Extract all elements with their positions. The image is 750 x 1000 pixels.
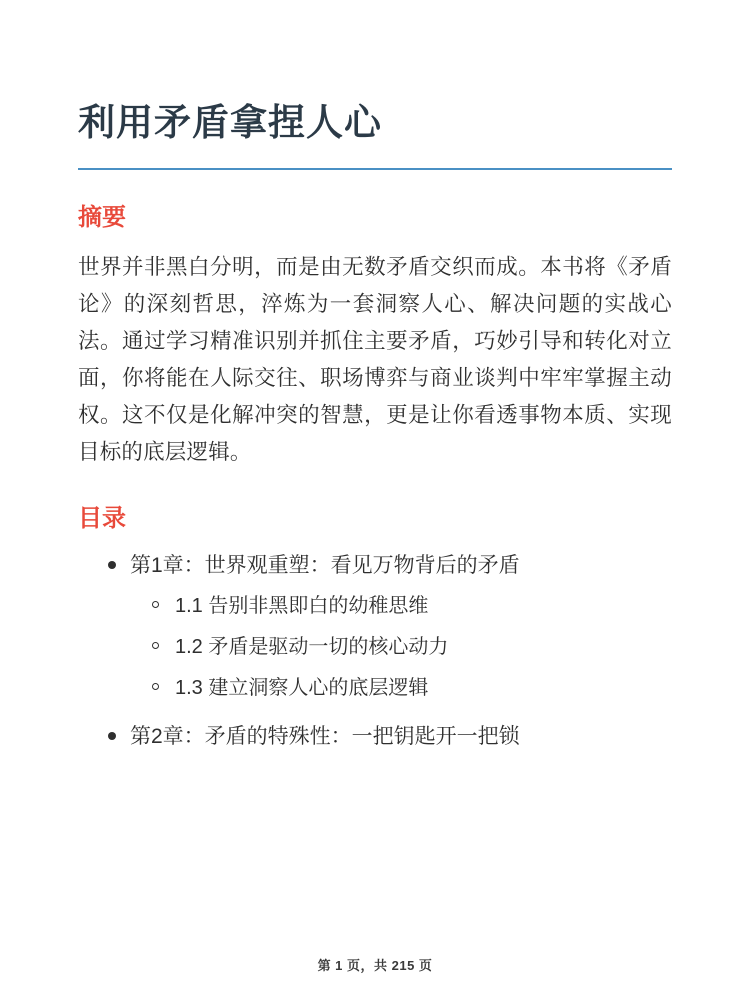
toc-subsections-1	[130, 591, 672, 703]
bullet-circle-icon	[152, 642, 159, 649]
abstract-heading: 摘要	[78, 204, 126, 232]
bullet-disc-icon	[108, 561, 116, 569]
toc-chapter-label: 第2章：矛盾的特殊性：一把钥匙开一把锁	[130, 725, 520, 749]
toc-section-1-3[interactable]	[130, 673, 672, 703]
toc-chapter-2[interactable]	[78, 721, 672, 753]
toc-section-1-2[interactable]	[130, 632, 672, 662]
toc-section-label: 1.2 矛盾是驱动一切的核心动力	[175, 636, 449, 659]
bullet-circle-icon	[152, 683, 159, 690]
bullet-circle-icon	[152, 601, 159, 608]
title-divider	[78, 168, 672, 170]
toc-section-label: 1.1 告别非黑即白的幼稚思维	[175, 595, 429, 618]
page-title: 利用矛盾拿捏人心	[78, 102, 382, 143]
toc-chapter-label: 第1章：世界观重塑：看见万物背后的矛盾	[130, 553, 520, 577]
toc-section-1-1[interactable]	[130, 591, 672, 621]
toc-section-label: 1.3 建立洞察人心的底层逻辑	[175, 677, 429, 700]
bullet-disc-icon	[108, 732, 116, 740]
abstract-body: 世界并非黑白分明，而是由无数矛盾交织而成。本书将《矛盾论》的深刻哲思，淬炼为一套洞察人心、解决问题的实战心法。通过学习精准识别并抓住主要矛盾，巧妙引导和转化对立面，你将能在人际交往、职场博弈与商业谈判中牢牢掌握主动权。这不仅是化解冲突的智慧，更是让你看透事物本质、实现目标的底层逻辑。	[78, 255, 672, 464]
table-of-contents	[78, 550, 672, 753]
page-footer: 第 1 页，共 215 页	[317, 958, 433, 973]
toc-chapter-1[interactable]	[78, 550, 672, 704]
toc-heading: 目录	[78, 504, 126, 532]
